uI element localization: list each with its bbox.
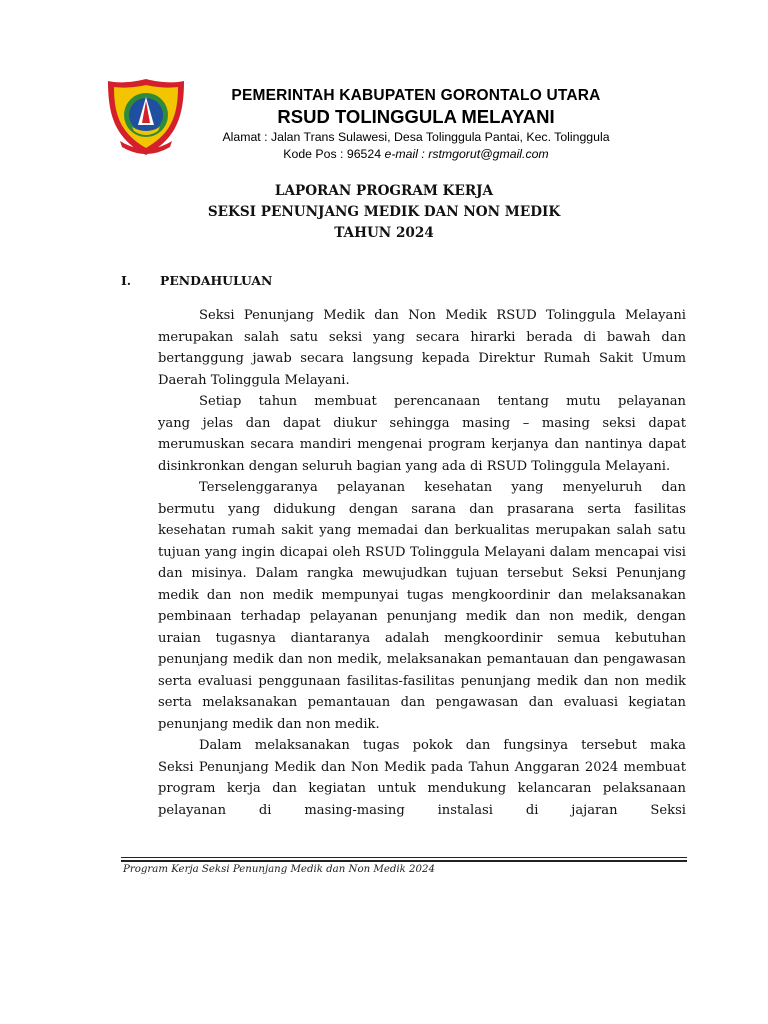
- body-text: [158, 305, 686, 821]
- report-title: [120, 181, 648, 244]
- paragraph-first-line: Dalam melaksanakan tugas pokok dan fungsinya tersebut maka: [199, 738, 686, 753]
- paragraph-body: Seksi Penunjang Medik dan Non Medik pada Tahun Anggaran 2024 membuat program kerja dan kegiatan untuk mendukung kelancaran pelaksanaan pelayanan di masing-masing instalasi di jajaran Seksi: [158, 759, 686, 818]
- postal-code: Kode Pos : 96524: [283, 147, 382, 161]
- paragraph-first-line: Seksi Penunjang Medik dan Non Medik RSUD Tolinggula Melayani: [199, 308, 686, 323]
- letterhead: [196, 86, 636, 162]
- paragraph-first-line: Setiap tahun membuat perencanaan tentang mutu pelayanan: [199, 394, 686, 409]
- paragraph-body: merupakan salah satu seksi yang secara hirarki berada di bawah dan bertanggung jawab secara langsung kepada Direktur Rumah Sakit Umum Daerah Tolinggula Melayani.: [158, 329, 686, 388]
- footer-text: Program Kerja Seksi Penunjang Medik dan Non Medik 2024: [123, 864, 435, 875]
- footer-rule-thin: [121, 857, 687, 858]
- email-address: e-mail : rstmgorut@gmail.com: [384, 147, 549, 161]
- regency-emblem-logo: [106, 77, 186, 157]
- paragraph: [158, 477, 686, 735]
- hospital-name: RSUD TOLINGGULA MELAYANI: [277, 106, 555, 127]
- paragraph: [158, 391, 686, 477]
- title-line-3: TAHUN 2024: [334, 225, 434, 241]
- footer-rule-thick: [121, 860, 687, 862]
- paragraph-body: yang jelas dan dapat diukur sehingga masing – masing seksi dapat merumuskan secara mandiri mengenai program kerjanya dan nantinya dapat disinkronkan dengan seluruh bagian yang ada di RSUD Tolinggula Melayani.: [158, 415, 686, 474]
- paragraph: [158, 305, 686, 391]
- government-name: PEMERINTAH KABUPATEN GORONTALO UTARA: [231, 87, 601, 104]
- section-heading: PENDAHULUAN: [160, 273, 273, 288]
- title-line-1: LAPORAN PROGRAM KERJA: [274, 183, 494, 199]
- paragraph-body: bermutu yang didukung dengan sarana dan prasarana serta fasilitas kesehatan rumah sakit yang memadai dan berkualitas merupakan salah satu tujuan yang ingin dicapai oleh RSUD Tolinggula Melayani dalam mencapai visi dan misinya. Dalam rangka mewujudkan tujuan tersebut Seksi Penunjang medik dan non medik mempunyai tugas mengkoordinir dan melaksanakan pembinaan terhadap pelayanan penunjang medik dan non medik, dengan uraian tugasnya diantaranya adalah mengkoordinir semua kebutuhan penunjang medik dan non medik, melaksanakan pemantauan dan pengawasan serta evaluasi penggunaan fasilitas-fasilitas penunjang medik dan non medik serta melaksanakan pemantauan dan pengawasan dan evaluasi kegiatan penunjang medik dan non medik.: [158, 501, 686, 732]
- title-line-2: SEKSI PENUNJANG MEDIK DAN NON MEDIK: [207, 204, 561, 220]
- paragraph: [158, 735, 686, 821]
- contact-line: [196, 147, 636, 162]
- address-line: Alamat : Jalan Trans Sulawesi, Desa Tolinggula Pantai, Kec. Tolinggula: [222, 130, 610, 144]
- section-number: I.: [121, 273, 132, 288]
- paragraph-first-line: Terselenggaranya pelayanan kesehatan yang menyeluruh dan: [199, 480, 686, 495]
